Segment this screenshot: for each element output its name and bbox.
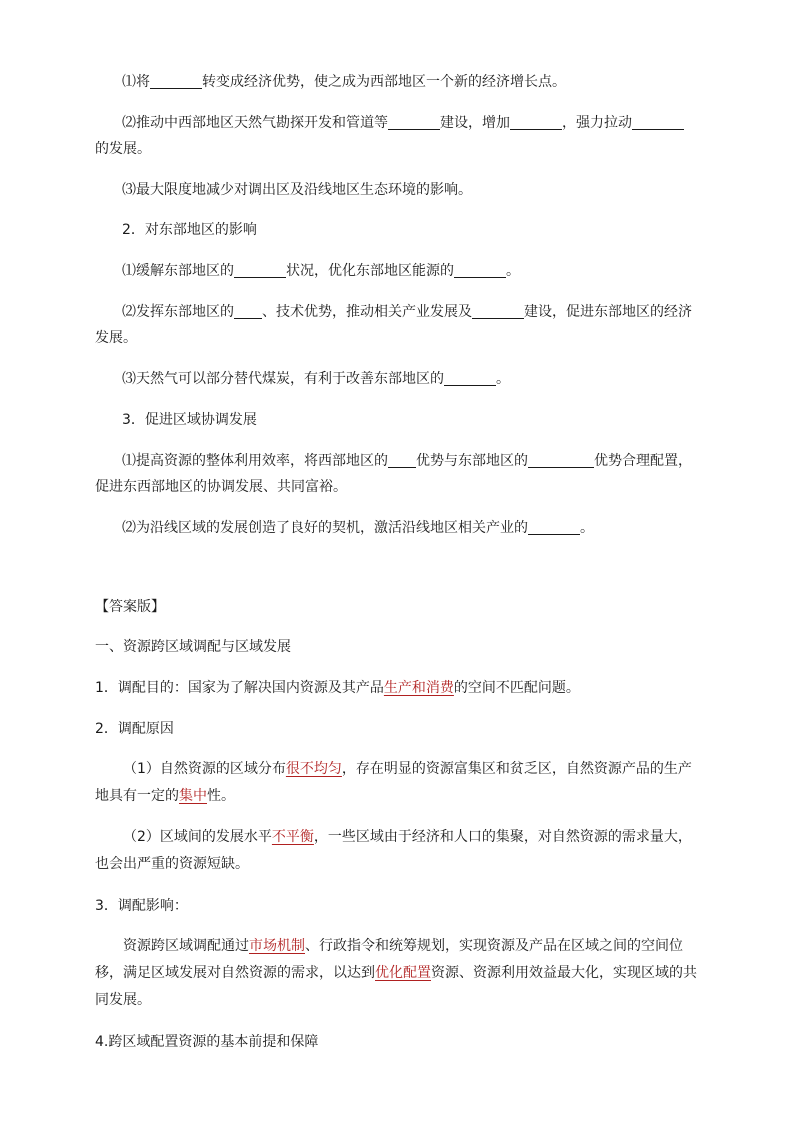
answer-keyword: 不平衡: [271, 829, 314, 845]
answer-point-2: 2．调配原因: [95, 721, 174, 737]
q1-item-3: ⑶最大限度地减少对调出区及沿线地区生态环境的影响。: [122, 182, 472, 198]
q1-item-1: ⑴将 转变成经济优势，使之成为西部地区一个新的经济增长点。: [122, 74, 566, 90]
q2-item-2: ⑵发挥东部地区的 、技术优势，推动相关产业发展及 建设，促进东部地区的经济: [122, 304, 692, 320]
fill-blank: [388, 452, 416, 468]
section-heading-1: 一、资源跨区域调配与区域发展: [95, 639, 291, 655]
q2-item-1: ⑴缓解东部地区的 状况，优化东部地区能源的 。: [122, 263, 520, 279]
heading-3: 3．促进区域协调发展: [122, 412, 257, 428]
answer-point-2-2: （2）区域间的发展水平不平衡，一些区域由于经济和人口的集聚，对自然资源的需求量大，也会出严重的资源短缺。: [95, 829, 692, 872]
q3-item-1-cont: 促进东西部地区的协调发展、共同富裕。: [95, 479, 347, 495]
q2-item-2-cont: 发展。: [95, 330, 137, 346]
answer-keyword: 很不均匀: [285, 761, 342, 777]
q1-item-2: ⑵推动中西部地区天然气勘探开发和管道等 建设，增加 ，强力拉动: [122, 113, 684, 133]
answer-keyword: 生产和消费: [383, 680, 454, 696]
fill-blank: [234, 262, 286, 278]
answer-point-1: 1．调配目的：国家为了解决国内资源及其产品生产和消费的空间不匹配问题。: [95, 680, 580, 696]
fill-blank: [528, 452, 594, 468]
q2-item-3: ⑶天然气可以部分替代煤炭，有利于改善东部地区的 。: [122, 371, 510, 387]
q1-item-2-cont: 的发展。: [95, 141, 151, 157]
heading-2: 2．对东部地区的影响: [122, 222, 257, 238]
fill-blank: [388, 114, 440, 130]
answer-title: 【答案版】: [95, 599, 165, 615]
q3-item-1: ⑴提高资源的整体利用效率，将西部地区的 优势与东部地区的 优势合理配置，: [122, 453, 692, 469]
answer-point-4: 4.跨区域配置资源的基本前提和保障: [95, 1034, 319, 1050]
answer-keyword: 集中: [179, 788, 207, 804]
fill-blank: [150, 73, 202, 89]
q3-item-2: ⑵为沿线区域的发展创造了良好的契机，激活沿线地区相关产业的 。: [122, 520, 594, 536]
fill-blank: [444, 370, 496, 386]
fill-blank: [472, 303, 524, 319]
fill-blank: [454, 262, 506, 278]
answer-keyword: 市场机制: [249, 938, 305, 954]
answer-point-3-body: 资源跨区域调配通过市场机制、行政指令和统筹规划，实现资源及产品在区域之间的空间位移，满足区域发展对自然资源的需求，以达到优化配置资源、资源利用效益最大化，实现区域的共同发展。: [95, 938, 697, 1008]
fill-blank: [234, 303, 262, 319]
answer-point-2-1: （1）自然资源的区域分布很不均匀，存在明显的资源富集区和贫乏区，自然资源产品的生产地具有一定的集中性。: [95, 761, 692, 804]
fill-blank: [510, 114, 562, 130]
fill-blank: [528, 519, 580, 535]
fill-blank: [632, 114, 684, 130]
answer-point-3: 3．调配影响：: [95, 898, 188, 914]
answer-keyword: 优化配置: [375, 965, 431, 981]
